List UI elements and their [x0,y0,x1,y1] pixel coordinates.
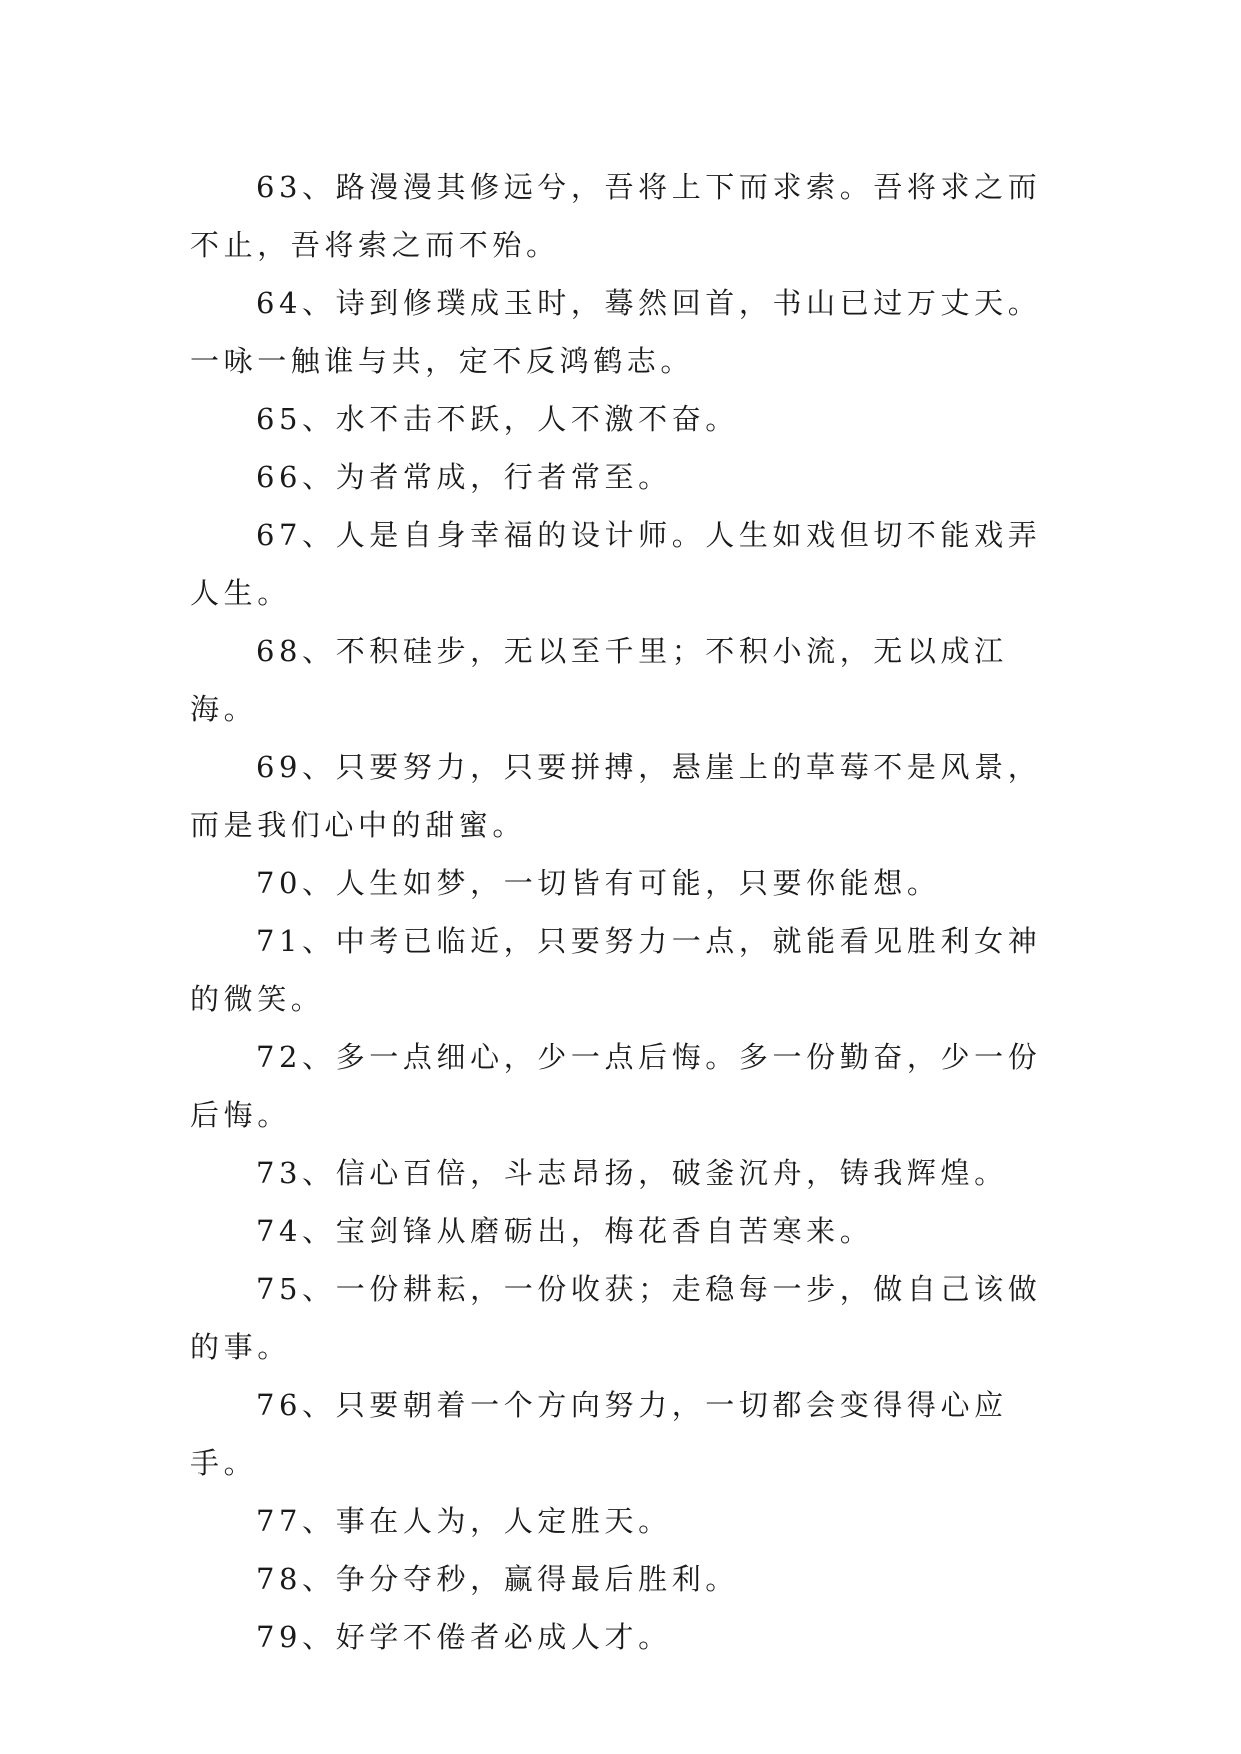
paragraph-67: 67、人是自身幸福的设计师。人生如戏但切不能戏弄人生。 [190,518,1042,610]
paragraph-72: 72、多一点细心，少一点后悔。多一份勤奋，少一份后悔。 [190,1040,1042,1132]
paragraph-65: 65、水不击不跃，人不激不奋。 [256,402,739,436]
paragraph-66: 66、为者常成，行者常至。 [256,460,672,494]
paragraph-73: 73、信心百倍，斗志昂扬，破釜沉舟，铸我辉煌。 [256,1156,1008,1190]
paragraph-77: 77、事在人为，人定胜天。 [256,1504,672,1538]
paragraph-63: 63、路漫漫其修远兮，吾将上下而求索。吾将求之而不止，吾将索之而不殆。 [190,170,1042,262]
paragraph-71: 71、中考已临近，只要努力一点，就能看见胜利女神的微笑。 [190,924,1042,1016]
paragraph-78: 78、争分夺秒，赢得最后胜利。 [256,1562,739,1596]
paragraph-79: 79、好学不倦者必成人才。 [256,1620,672,1654]
paragraph-76: 76、只要朝着一个方向努力，一切都会变得得心应手。 [190,1388,1008,1480]
paragraph-70: 70、人生如梦，一切皆有可能，只要你能想。 [256,866,941,900]
document-body [190,158,1070,1666]
paragraph-64: 64、诗到修璞成玉时，蓦然回首，书山已过万丈天。一咏一触谁与共，定不反鸿鹤志。 [190,286,1042,378]
paragraph-68: 68、不积硅步，无以至千里；不积小流，无以成江海。 [190,634,1008,726]
paragraph-74: 74、宝剑锋从磨砺出，梅花香自苦寒来。 [256,1214,874,1248]
paragraph-69: 69、只要努力，只要拼搏，悬崖上的草莓不是风景，而是我们心中的甜蜜。 [190,750,1042,842]
paragraph-75: 75、一份耕耘，一份收获；走稳每一步，做自己该做的事。 [190,1272,1042,1364]
